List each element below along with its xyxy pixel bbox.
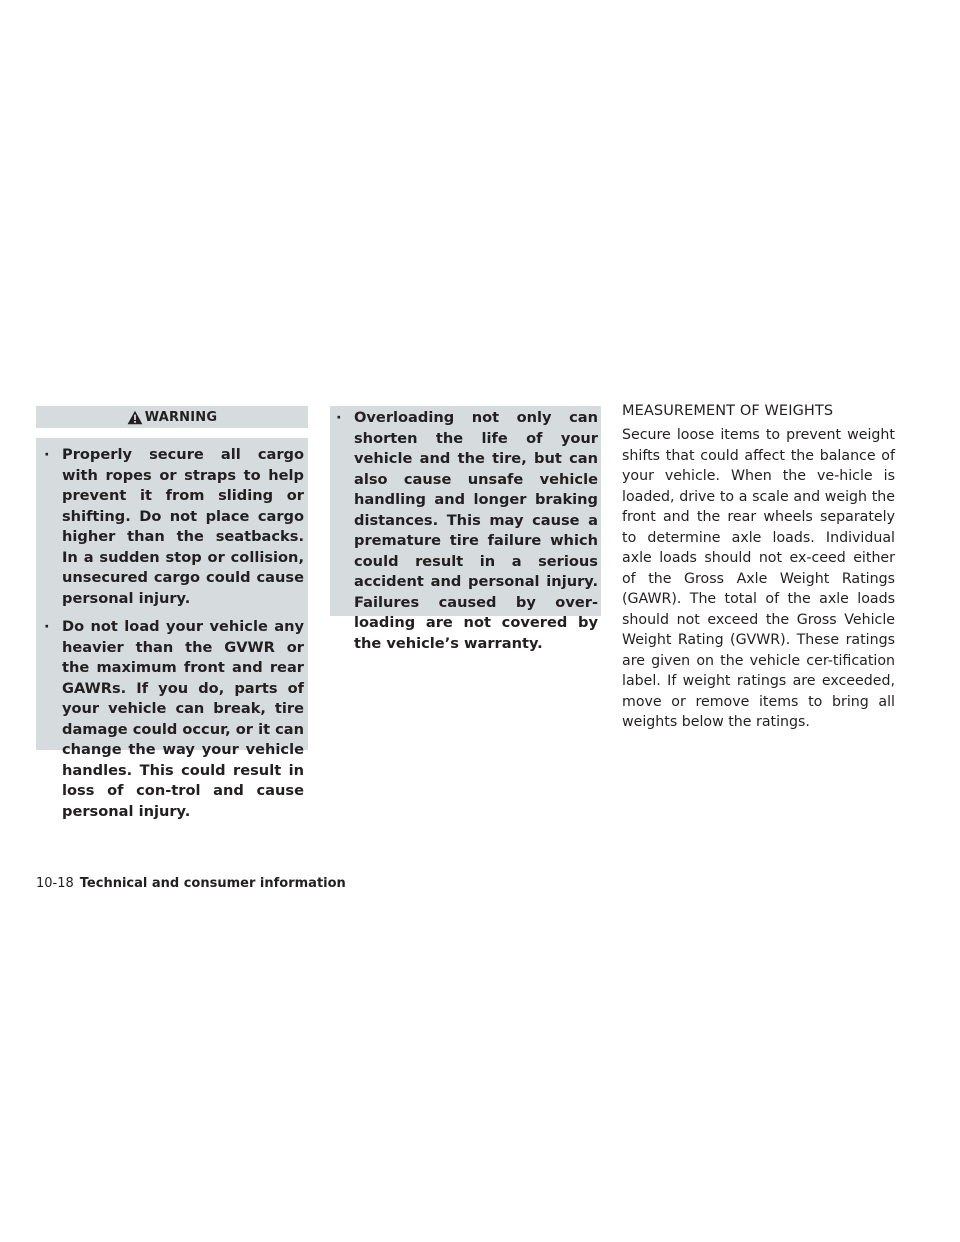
warning-item — [334, 408, 598, 654]
warning-item — [42, 445, 304, 609]
warning-triangle-icon — [127, 410, 143, 425]
bullet-marker: · — [336, 409, 342, 426]
warning-header — [36, 406, 308, 428]
warning-item — [42, 617, 304, 822]
warning-label: WARNING — [144, 409, 218, 425]
warning-item-text: Properly secure all cargo with ropes or straps to help prevent it from sliding or shifting. Do not place cargo higher than the seatbacks. In a sudden stop or collision, unsecured cargo could cause personal injury. — [62, 446, 304, 607]
bullet-marker: · — [44, 446, 50, 463]
bullet-marker: · — [44, 618, 50, 635]
warning-box-column-2 — [330, 406, 601, 652]
section-body: Secure loose items to prevent weight shifts that could affect the balance of your vehicle. When the ve-hicle is loaded, drive to a scale and weigh the front and the rear wheels separately to determine axle loads. Individual axle loads should not ex-ceed either of the Gross Axle Weight Ratings (GAWR). The total of the axle loads should not exceed the Gross Vehicle Weight Rating (GVWR). These ratings are given on the vehicle cer-tification label. If weight ratings are exceeded, move or remove items to bring all weights below the ratings. — [622, 427, 895, 730]
warning-box-column-1 — [36, 438, 308, 820]
warning-item-text: Do not load your vehicle any heavier than the GVWR or the maximum front and rear GAWRs. If you do, parts of your vehicle can break, tire damage could occur, or it can change the way your vehicle handles. This could result in loss of con-trol and cause personal injury. — [62, 618, 305, 820]
footer-title: Technical and consumer information — [79, 876, 346, 891]
page-footer — [36, 876, 346, 891]
section-heading: MEASUREMENT OF WEIGHTS — [622, 403, 834, 419]
warning-item-text: Overloading not only can shorten the life of your vehicle and the tire, but can also cause unsafe vehicle handling and longer braking distances. This may cause a premature tire failure which could result in a serious accident and personal injury. Failures caused by over-loading are not covered by the vehicle’s warranty. — [354, 409, 598, 652]
page-number: 10-18 — [36, 876, 74, 891]
